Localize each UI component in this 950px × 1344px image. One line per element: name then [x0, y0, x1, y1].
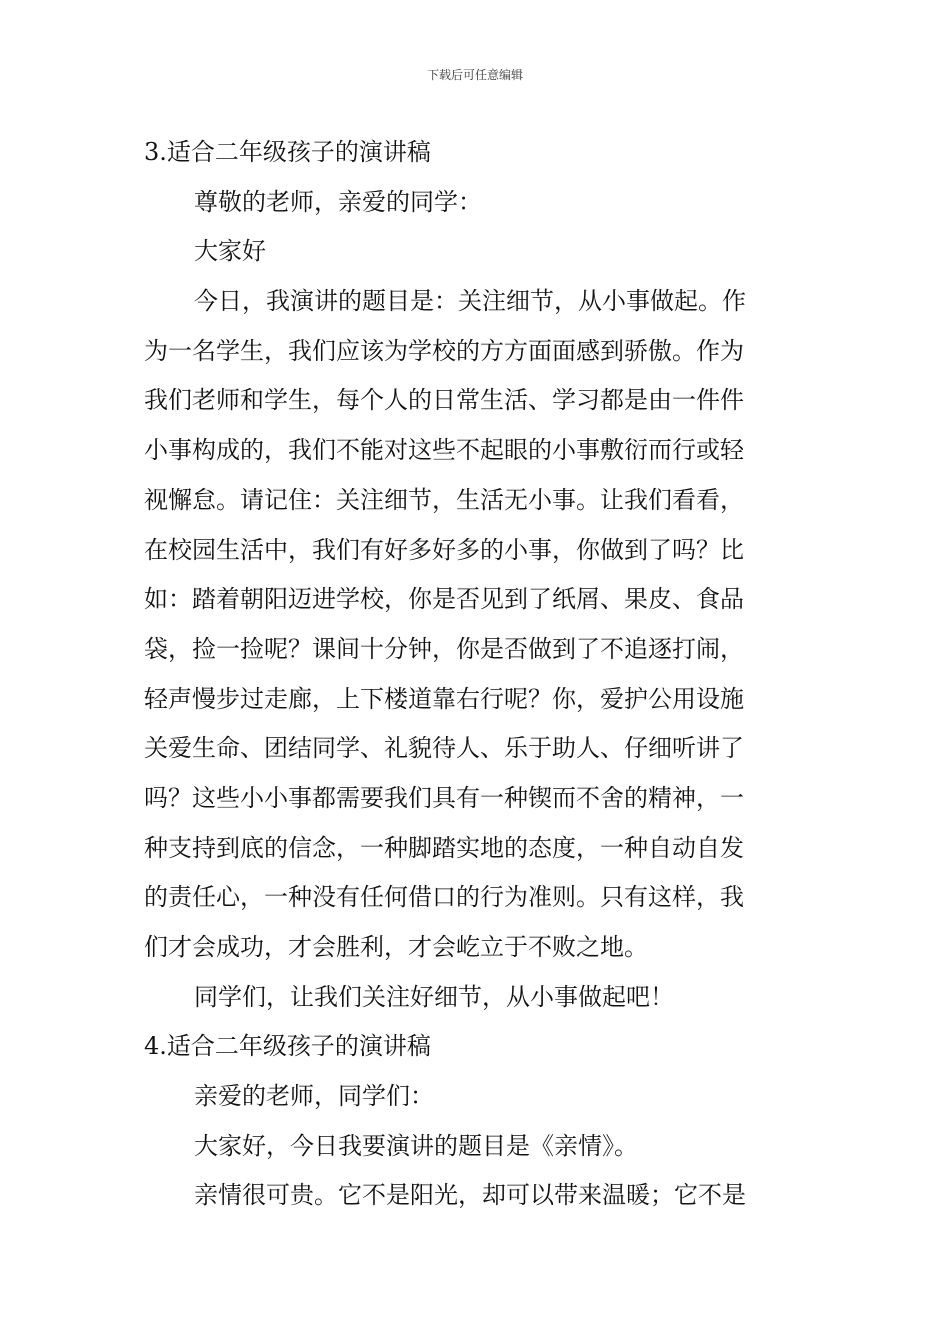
text-line: 关爱生命、团结同学、礼貌待人、乐于助人、仔细听讲了	[144, 734, 744, 763]
document-body	[144, 128, 808, 1221]
text-line: 小事构成的，我们不能对这些不起眼的小事敷衍而行或轻	[144, 436, 744, 465]
section-heading: 3.适合二年级孩子的演讲稿	[144, 138, 431, 166]
text-line: 袋，捡一捡呢？课间十分钟，你是否做到了不追逐打闹，	[144, 634, 744, 663]
text-line: 大家好	[194, 237, 266, 266]
text-line: 轻声慢步过走廊，上下楼道靠右行呢？你，爱护公用设施	[144, 684, 744, 713]
text-line: 为一名学生，我们应该为学校的方方面面感到骄傲。作为	[144, 336, 744, 365]
text-line: 今日，我演讲的题目是：关注细节，从小事做起。作	[194, 287, 746, 316]
text-line: 大家好，今日我要演讲的题目是《亲情》。	[194, 1131, 638, 1160]
text-line: 们才会成功，才会胜利，才会屹立于不败之地。	[144, 933, 648, 961]
text-line: 在校园生活中，我们有好多好多的小事，你做到了吗？比	[144, 535, 744, 564]
text-line: 的责任心，一种没有任何借口的行为准则。只有这样，我	[144, 883, 744, 912]
text-line: 尊敬的老师，亲爱的同学：	[194, 187, 482, 216]
text-line: 亲爱的老师，同学们：	[194, 1082, 434, 1111]
text-line: 种支持到底的信念，一种脚踏实地的态度，一种自动自发	[144, 833, 744, 862]
page-header-note: 下载后可任意编辑	[426, 68, 523, 82]
section-heading: 4.适合二年级孩子的演讲稿	[144, 1032, 431, 1061]
text-line: 视懈怠。请记住：关注细节，生活无小事。让我们看看，	[144, 485, 744, 514]
text-line: 吗？这些小小事都需要我们具有一种锲而不舍的精神，一	[144, 783, 744, 812]
text-line: 亲情很可贵。它不是阳光，却可以带来温暖；它不是	[194, 1181, 746, 1210]
text-line: 同学们，让我们关注好细节，从小事做起吧！	[194, 982, 674, 1011]
text-line: 如：踏着朝阳迈进学校，你是否见到了纸屑、果皮、食品	[144, 585, 744, 614]
text-line: 我们老师和学生，每个人的日常生活、学习都是由一件件	[144, 386, 744, 415]
